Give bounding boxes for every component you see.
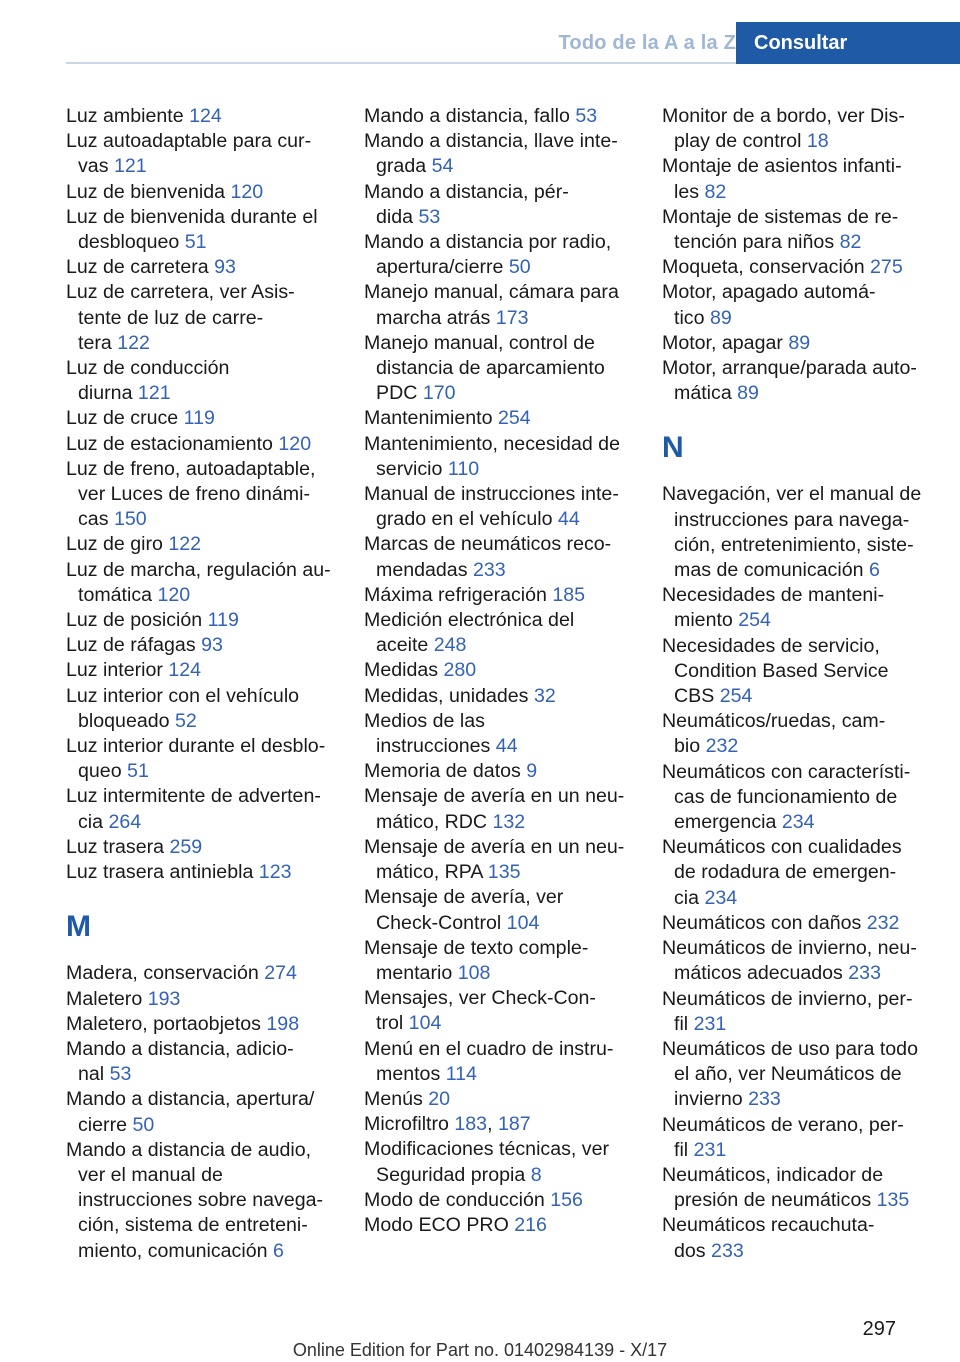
index-entry <box>364 230 640 280</box>
index-entry <box>364 608 640 658</box>
index-entry <box>66 860 342 885</box>
page-separator: , <box>487 1113 498 1136</box>
page-link[interactable]: 233 <box>748 1088 781 1111</box>
index-entry <box>364 658 640 683</box>
page-link[interactable]: 119 <box>207 609 239 632</box>
index-entry <box>662 634 956 710</box>
index-entry-text: Mensaje de avería en un neu‐ mático, RDC <box>364 785 625 833</box>
index-entry <box>66 432 342 457</box>
index-entry <box>66 961 342 986</box>
index-entry <box>364 759 640 784</box>
index-entry-text: Luz interior con el vehículo bloqueado <box>66 684 300 732</box>
index-entry-text: Luz de conducción diurna <box>66 357 230 405</box>
index-entry <box>662 1213 956 1263</box>
page-link[interactable]: 135 <box>487 861 521 884</box>
index-entry-text: Mensaje de avería, ver Check-Control <box>364 886 564 934</box>
index-entry <box>364 1037 640 1087</box>
page-link[interactable]: 108 <box>457 961 491 984</box>
page-link[interactable]: 170 <box>422 382 456 405</box>
page-link[interactable]: 274 <box>264 962 297 985</box>
page-link[interactable]: 6 <box>868 559 880 582</box>
page-link[interactable]: 89 <box>709 306 732 329</box>
index-entry-text: Manejo manual, cámara para marcha atrás <box>364 281 619 329</box>
index-column-1 <box>66 104 342 1264</box>
index-entry <box>662 255 956 280</box>
index-entry <box>364 1213 640 1238</box>
index-entry <box>364 1112 640 1137</box>
index-entry-text: Manual de instrucciones inte‐ grado en el vehículo <box>364 483 619 531</box>
page-link[interactable]: 173 <box>495 306 529 329</box>
page-link[interactable]: 232 <box>866 911 900 934</box>
index-entry-text: Neumáticos de verano, per‐ fil <box>662 1113 904 1161</box>
page-link[interactable]: 53 <box>575 105 598 127</box>
page-link[interactable]: 120 <box>230 180 264 203</box>
index-entry-text: Luz de posición <box>66 609 208 632</box>
footer-edition: Online Edition for Part no. 01402984139 - X/17 <box>292 1340 668 1360</box>
index-entry-text: Menús <box>364 1087 429 1110</box>
index-entry-text: Luz intermitente de adverten‐ cia <box>66 785 321 833</box>
index-entry <box>364 936 640 986</box>
index-entry-text: Luz autoadaptable para cur‐ vas <box>66 130 312 178</box>
index-entry-text: Marcas de neumáticos reco‐ mendadas <box>364 533 612 581</box>
index-entry-text: Necesidades de servicio, Condition Based Service CBS <box>662 634 889 708</box>
index-entry <box>662 154 956 204</box>
index-entry-text: Luz interior durante el desblo‐ queo <box>66 735 326 783</box>
page-link[interactable]: 8 <box>530 1163 542 1186</box>
index-letter-heading: M <box>66 910 91 944</box>
page-link[interactable]: 122 <box>117 331 150 354</box>
index-entry <box>66 633 342 658</box>
index-entry <box>66 684 342 734</box>
index-entry-text: Luz ambiente <box>66 105 190 127</box>
index-entry <box>662 911 956 936</box>
page-link[interactable]: 82 <box>704 180 727 203</box>
index-entry <box>364 1137 640 1187</box>
index-entry <box>662 205 956 255</box>
index-entry <box>364 709 640 759</box>
index-entry <box>662 936 956 986</box>
page-link[interactable]: 233 <box>848 962 881 985</box>
index-entry <box>662 482 956 583</box>
page-link[interactable]: 93 <box>214 256 236 279</box>
index-entry <box>66 129 342 179</box>
index-entry-text: Luz de bienvenida <box>66 180 231 203</box>
index-entry-text: Mando a distancia por radio, apertura/cierre <box>364 231 612 279</box>
page-link[interactable]: 104 <box>506 911 540 934</box>
index-entry-text: Mensajes, ver Check-Con‐ trol <box>364 987 596 1035</box>
index-entry-text: Luz de marcha, regulación au‐ tomática <box>66 558 331 606</box>
index-entry-text: Menú en el cuadro de instru‐ mentos <box>364 1037 614 1085</box>
index-entry <box>66 658 342 683</box>
index-entry <box>66 608 342 633</box>
index-entry <box>364 129 640 179</box>
page-link[interactable]: 32 <box>533 684 556 707</box>
page-link[interactable]: 124 <box>168 659 202 682</box>
index-entry-text: Memoria de datos <box>364 760 527 783</box>
index-entry-text: Máxima refrigeración <box>364 583 553 606</box>
index-entry <box>662 356 956 406</box>
page-link[interactable]: 120 <box>157 583 191 606</box>
index-entry-text: Luz de giro <box>66 533 169 556</box>
page-link[interactable]: 233 <box>472 558 506 581</box>
page-link[interactable]: 119 <box>183 407 215 430</box>
index-entry-text: Neumáticos con daños <box>662 911 867 934</box>
page-link[interactable]: 104 <box>408 1012 442 1035</box>
index-entry-text: Maletero <box>66 987 148 1010</box>
page-link[interactable]: 114 <box>445 1062 477 1085</box>
index-entry <box>66 205 342 255</box>
index-entry <box>662 1113 956 1163</box>
index-entry-text: Neumáticos de invierno, per‐ fil <box>662 987 913 1035</box>
page-link[interactable]: 135 <box>876 1189 910 1212</box>
index-entry <box>364 784 640 834</box>
index-entry-text: Necesidades de manteni‐ miento <box>662 584 885 632</box>
index-entry-text: Mando a distancia, apertura/ cierre <box>66 1088 315 1136</box>
index-entry-text: Medición electrónica del aceite <box>364 609 575 657</box>
page-link[interactable]: 110 <box>447 457 480 480</box>
page-link[interactable]: 52 <box>174 709 197 732</box>
index-entry <box>66 1138 342 1264</box>
index-entry <box>66 406 342 431</box>
index-entry <box>66 1012 342 1037</box>
index-entry <box>662 1037 956 1113</box>
index-entry <box>662 987 956 1037</box>
page-link[interactable]: 234 <box>704 886 738 909</box>
index-entry <box>66 255 342 280</box>
index-entry <box>66 457 342 533</box>
index-entry-text: Luz de carretera, ver Asis‐ tente de luz de carre‐ tera <box>66 281 295 354</box>
page-link[interactable]: 93 <box>201 634 223 657</box>
index-entry <box>364 583 640 608</box>
page-link[interactable]: 156 <box>550 1188 583 1211</box>
page-link[interactable]: 264 <box>108 810 142 833</box>
page-link[interactable]: 132 <box>492 810 526 833</box>
page-link[interactable]: 122 <box>168 533 202 556</box>
index-entry <box>364 180 640 230</box>
page-link[interactable]: 51 <box>127 760 149 783</box>
index-entry-text: Medidas <box>364 659 444 682</box>
index-entry-text: Luz trasera <box>66 835 170 858</box>
index-entry-text: Motor, apagado automá‐ tico <box>662 281 876 329</box>
page-link[interactable]: 150 <box>113 508 147 531</box>
index-entry <box>364 432 640 482</box>
index-entry-text: Mando a distancia, llave inte‐ grada <box>364 130 618 178</box>
index-entry <box>66 356 342 406</box>
index-entry-text: Mantenimiento <box>364 407 498 430</box>
page-link[interactable]: 121 <box>137 382 171 405</box>
index-entry-text: Mando a distancia de audio, ver el manual de instrucciones sobre navega‐ ción, sistema de entreteni‐ miento, comunicación <box>66 1138 324 1262</box>
index-entry <box>66 180 342 205</box>
page-link[interactable]: 254 <box>497 407 531 430</box>
index-entry-text: Neumáticos recauchuta‐ dos <box>662 1214 875 1262</box>
index-entry-text: Madera, conservación <box>66 962 265 985</box>
page-link[interactable]: 53 <box>418 205 441 228</box>
index-letter-heading: N <box>662 431 684 465</box>
index-entry-text: Neumáticos de uso para todo el año, ver Neumáticos de invierno <box>662 1037 918 1111</box>
page-link[interactable]: 6 <box>272 1239 284 1262</box>
page-link[interactable]: 254 <box>738 609 771 632</box>
index-entry-text: Neumáticos/ruedas, cam‐ bio <box>662 710 886 758</box>
page-number: 297 <box>862 1318 896 1340</box>
index-entry <box>66 104 342 129</box>
index-entry <box>364 684 640 709</box>
index-entry-text: Luz de carretera <box>66 256 215 279</box>
page-link[interactable]: 18 <box>806 130 829 153</box>
index-entry <box>662 104 956 154</box>
page-link[interactable]: 51 <box>184 231 207 254</box>
page-link[interactable]: 20 <box>428 1087 451 1110</box>
index-entry <box>364 986 640 1036</box>
index-entry <box>364 406 640 431</box>
index-entry-text: Neumáticos de invierno, neu‐ máticos adecuados <box>662 937 917 985</box>
index-entry-text: Neumáticos, indicador de presión de neumáticos <box>662 1163 884 1212</box>
index-entry <box>364 104 640 129</box>
index-entry <box>66 835 342 860</box>
page-link[interactable]: 89 <box>737 382 759 405</box>
page-link[interactable]: 187 <box>497 1113 531 1136</box>
index-entry-text: Luz trasera antiniebla <box>66 861 259 884</box>
index-entry <box>66 280 342 356</box>
page-link[interactable]: 233 <box>711 1239 744 1262</box>
section-title: Todo de la A a la Z <box>558 32 736 54</box>
index-entry <box>364 532 640 582</box>
index-entry-text: Mando a distancia, pér‐ dida <box>364 180 569 228</box>
index-column-2 <box>364 104 640 1238</box>
index-entry-text: Modo ECO PRO <box>364 1213 515 1236</box>
index-entry <box>364 885 640 935</box>
index-entry-text: Mensaje de texto comple‐ mentario <box>364 936 589 984</box>
index-entry-text: Luz de estacionamiento <box>66 432 279 455</box>
index-entry-text: Moqueta, conservación <box>662 256 871 279</box>
index-entry-text: Neumáticos con característi‐ cas de funcionamiento de emergencia <box>662 760 911 834</box>
index-entry <box>662 331 956 356</box>
index-entry <box>662 709 956 759</box>
index-entry-text: Mando a distancia, fallo <box>364 105 576 127</box>
index-entry <box>66 1087 342 1137</box>
index-entry-text: Medios de las instrucciones <box>364 709 491 758</box>
index-entry <box>66 734 342 784</box>
page-link[interactable]: 231 <box>693 1012 727 1035</box>
index-entry-text: Manejo manual, control de distancia de aparcamiento PDC <box>364 331 605 405</box>
page-link[interactable]: 9 <box>526 760 538 783</box>
index-entry-text: Motor, apagar <box>662 331 789 354</box>
page-link[interactable]: 231 <box>693 1138 727 1161</box>
page-link[interactable]: 54 <box>431 155 454 178</box>
page-link[interactable]: 248 <box>433 634 467 657</box>
index-entry <box>662 280 956 330</box>
index-entry-text: Luz interior <box>66 659 169 682</box>
index-entry <box>364 1188 640 1213</box>
page-link[interactable]: 234 <box>781 811 815 834</box>
page-link[interactable]: 275 <box>870 256 903 279</box>
index-entry-text: Medidas, unidades <box>364 684 534 707</box>
index-entry <box>66 1037 342 1087</box>
page-link[interactable]: 183 <box>454 1113 488 1136</box>
page-link[interactable]: 50 <box>132 1113 155 1136</box>
index-column-3 <box>662 104 956 1264</box>
index-entry-text: Luz de bienvenida durante el desbloqueo <box>66 205 318 254</box>
page-link[interactable]: 232 <box>705 735 739 758</box>
index-entry <box>364 1087 640 1112</box>
index-entry-text: Luz de ráfagas <box>66 634 202 657</box>
index-entry <box>364 482 640 532</box>
index-entry <box>662 760 956 836</box>
index-entry <box>662 835 956 911</box>
page-link[interactable]: 259 <box>169 835 203 858</box>
index-entry-text: Montaje de asientos infanti‐ les <box>662 155 902 203</box>
index-entry-text: Mando a distancia, adicio‐ nal <box>66 1037 294 1086</box>
index-entry-text: Microfiltro <box>364 1113 455 1136</box>
page-link[interactable]: 53 <box>109 1063 132 1086</box>
index-entry-text: Luz de freno, autoadaptable, ver Luces de freno dinámi‐ cas <box>66 457 316 531</box>
index-entry-text: Maletero, portaobjetos <box>66 1012 267 1035</box>
page-link[interactable]: 44 <box>495 735 518 758</box>
page-link[interactable]: 123 <box>258 861 292 884</box>
page-link[interactable]: 185 <box>552 583 586 606</box>
index-entry-text: Modificaciones técnicas, ver Seguridad propia <box>364 1138 610 1186</box>
index-entry <box>66 784 342 834</box>
index-entry <box>364 835 640 885</box>
index-entry <box>66 558 342 608</box>
page-link[interactable]: 193 <box>147 987 181 1010</box>
page-link[interactable]: 280 <box>443 659 477 682</box>
index-entry-text: Navegación, ver el manual de instrucciones para navega‐ ción, entretenimiento, siste‐ mas de comunicación <box>662 483 922 582</box>
index-entry <box>364 331 640 407</box>
tab-consultar[interactable]: Consultar <box>736 22 960 64</box>
index-entry-text: Mantenimiento, necesidad de servicio <box>364 432 620 480</box>
index-entry <box>662 1163 956 1213</box>
index-entry-text: Neumáticos con cualidades de rodadura de emergen‐ cia <box>662 836 902 909</box>
page-link[interactable]: 254 <box>719 685 753 708</box>
page-link[interactable]: 198 <box>266 1012 300 1035</box>
index-entry-text: Modo de conducción <box>364 1188 551 1211</box>
index-entry <box>66 987 342 1012</box>
page-link[interactable]: 121 <box>113 155 147 178</box>
index-entry <box>662 583 956 633</box>
index-entry <box>66 532 342 557</box>
index-entry-text: Motor, arranque/parada auto‐ mática <box>662 357 917 405</box>
index-entry <box>364 280 640 330</box>
index-entry-text: Mensaje de avería en un neu‐ mático, RPA <box>364 835 625 884</box>
page-link[interactable]: 124 <box>189 105 222 127</box>
page-link[interactable]: 216 <box>514 1213 547 1236</box>
page-link[interactable]: 120 <box>278 432 312 455</box>
index-entry-text: Montaje de sistemas de re‐ tención para niños <box>662 205 899 254</box>
page-link[interactable]: 50 <box>508 256 531 279</box>
index-entry-text: Monitor de a bordo, ver Dis‐ play de control <box>662 105 905 153</box>
index-entry-text: Luz de cruce <box>66 407 184 430</box>
page-link[interactable]: 82 <box>839 231 862 254</box>
page-link[interactable]: 44 <box>557 508 580 531</box>
page-link[interactable]: 89 <box>788 331 811 354</box>
